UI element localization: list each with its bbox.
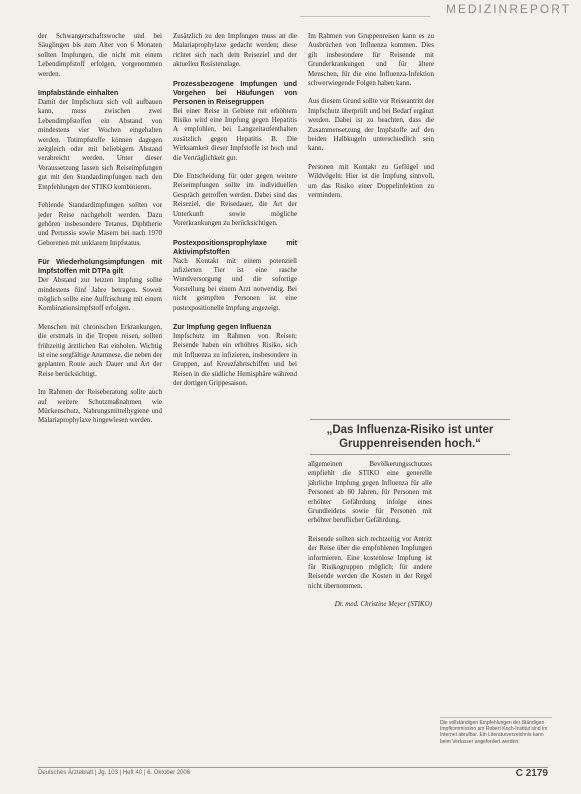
paragraph: Der Abstand zur letzten Impfung sollte mindestens fünf Jahre betragen. Soweit möglich sollte eine Auffrischung mit einem Kombinationsimpfstoff erfolgen. <box>38 276 162 313</box>
pullquote-rule-top <box>310 419 510 420</box>
paragraph: Im Rahmen von Gruppenreisen kann es zu Ausbrüchen von Influenza kommen. Dies gilt insbesondere für Reisende mit Grunderkrankungen und für ältere Menschen, für die eine Influenza-Infektion schwerwiegende Folgen haben kann. <box>308 32 434 88</box>
paragraph: der Schwangerschaftswoche und bei Säuglingen bis zum Alter von 6 Monaten sollten Impfungen, die nicht mit einem Lebendimpfstoff erfolgen, vorgenommen werden. <box>38 32 162 78</box>
watermark-logo <box>454 63 573 148</box>
header-rule <box>300 16 430 17</box>
subheading: Zur Impfung gegen Influenza <box>173 321 272 331</box>
paragraph: Impfschutz im Rahmen von Reisen: Reisende haben ein erhöhtes Risiko, sich mit Influenza zu infizieren, insbesondere in Gruppen, auf Kreuzfahrtschiffen und bei Reisen in die südliche Hemisphäre während der dortigen Grippesaison. <box>173 331 297 387</box>
paragraph: allgemeinen Bevölkerungsschutzes empfiehlt die STIKO eine generelle jährliche Impfung gegen Influenza für alle Personen ab 60 Jahren, für Personen mit erhöhter Gefährdung infolge eines Grundleidens sowie für Personen mit erhöhter beruflicher Gefährdung. <box>308 460 432 525</box>
column-3 <box>308 32 434 210</box>
section-title: MEDIZINREPORT <box>445 2 571 16</box>
paragraph: Im Rahmen der Reiseberatung sollte auch auf weitere Schutzmaßnahmen wie Mückenschutz, Nahrungsmittelhygiene und Malariaprophylaxe hingewiesen werden. <box>38 388 162 425</box>
page-header <box>0 0 581 28</box>
page-footer <box>38 767 548 780</box>
subheading: Impfabstände einhalten <box>38 88 119 98</box>
paragraph: Menschen mit chronischen Erkrankungen, die erstmals in die Tropen reisen, sollten frühzeitig ärztlichen Rat einholen. Wichtig ist eine sorgfältige Anamnese, die neben der geplanten Route auch Dauer und Art der Reise berücksichtigt. <box>38 322 162 378</box>
pullquote-rule-bottom <box>310 454 510 455</box>
journal-citation: Deutsches Ärzteblatt | Jg. 103 | Heft 40 | 6. Oktober 2006 <box>38 770 191 776</box>
paragraph: Nach Kontakt mit einem potenziell infizierten Tier ist eine rasche Wundversorgung und die sofortige Vorstellung bei einem Arzt notwendig. Bei nicht geimpften Personen ist eine postexpositionelle Impfung angezeigt. <box>173 256 297 312</box>
paragraph: Aus diesem Grund sollte vor Reiseantritt der Impfschutz überprüft und bei Bedarf ergänzt werden. Dabei ist zu beachten, dass die Zusammensetzung der Impfstoffe auf den beiden Halbkugeln unterschiedlich sein kann. <box>308 97 434 153</box>
author-credit: Dr. med. Christine Meyer (STIKO) <box>334 600 432 609</box>
paragraph: Bei einer Reise in Gebiete mit erhöhtem Risiko wird eine Impfung gegen Hepatitis A empfohlen, bei Langzeitaufenthalten zusätzlich gegen Hepatitis B. Die Wirksamkeit dieser Impfstoffe ist hoch und die Verträglichkeit gut. <box>173 106 297 162</box>
paragraph: Fehlende Standardimpfungen sollten vor jeder Reise nachgeholt werden. Dazu gehören insbesondere Tetanus, Diphtherie und Pertussis sowie Masern bei nach 1970 Geborenen mit unklarem Impfstatus. <box>38 201 162 247</box>
paragraph: Damit der Impfschutz sich voll aufbauen kann, muss zwischen zwei Lebendimpfstoffen ein Abstand von mindestens vier Wochen eingehalten werden. Totimpfstoffe können dagegen zeitgleich oder mit beliebigem Abstand verabreicht werden. Unter dieser Voraussetzung lassen sich Reiseimpfungen gut mit den Standardimpfungen nach den Empfehlungen der STIKO kombinieren. <box>38 98 162 191</box>
paragraph: Personen mit Kontakt zu Geflügel und Wildvögeln: Hier ist die Impfung sinnvoll, um das Risiko einer Doppelinfektion zu vermindern. <box>308 162 434 200</box>
subheading: Postexpositionsprophylaxe mit Aktivimpfstoffen <box>173 237 297 256</box>
column-3-lower <box>308 460 432 619</box>
page-number: C 2179 <box>515 768 548 779</box>
paragraph: Reisende sollten sich rechtzeitig vor Antritt der Reise über die empfohlenen Impfungen informieren. Eine kostenlose Impfung ist für Risikogruppen möglich; für andere Reisende werden die Kosten in der Regel nicht übernommen. <box>308 534 432 590</box>
subheading: Prozessbezogene Impfungen und Vorgehen bei Häufungen von Personen in Reisegruppen <box>173 78 297 106</box>
footnote: Die vollständigen Empfehlungen der Ständigen Impfkommission am Robert Koch-Institut sind im Internet abrufbar. Ein Literaturverzeichnis kann beim Verfasser angefordert werden. <box>440 717 552 745</box>
column-1 <box>38 32 162 435</box>
paragraph: Die Entscheidung für oder gegen weitere Reiseimpfungen sollte im individuellen Gespräch getroffen werden. Dabei sind das Reiseziel, die Reisedauer, die Art der Unterkunft sowie mögliche Vorerkrankungen zu berücksichtigen. <box>173 172 297 228</box>
column-2 <box>173 32 297 397</box>
subheading: Für Wiederholungsimpfungen mit Impfstoffen mit DTPa gilt <box>38 257 162 276</box>
pull-quote: „Das Influenza-Risiko ist unter Gruppenreisenden hoch.“ <box>326 424 494 450</box>
paragraph: Zusätzlich zu den Impfungen muss an die Malariaprophylaxe gedacht werden; diese richtet sich nach dem Reiseziel und der aktuellen Resistenzlage. <box>173 32 297 69</box>
